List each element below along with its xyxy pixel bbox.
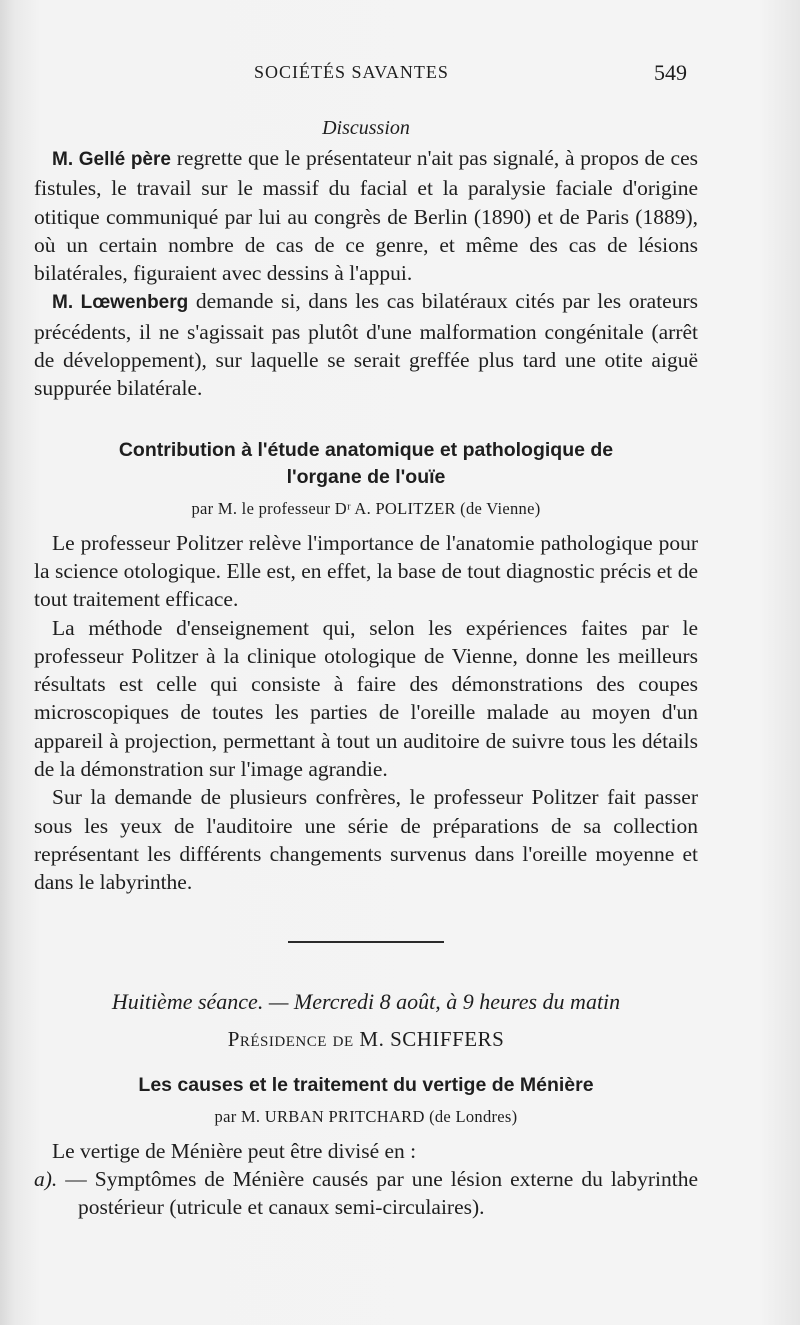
presidency-line <box>34 1027 698 1052</box>
page-number: 549 <box>654 60 687 85</box>
article-1-title <box>34 437 698 491</box>
page-header <box>0 62 800 92</box>
item-text: — Symptômes de Ménière causés par une lésion externe du labyrinthe postérieur (utricule et canaux semi-circulaires). <box>57 1166 698 1220</box>
section-divider <box>288 941 444 943</box>
paragraph-text: demande si, dans les cas bilatéraux cités par les orateurs précédents, il ne s'agissait pas plutôt d'une malformation congénitale (arrêt de développement), sur laquelle se serait greffée plus tard une otite aiguë suppurée bilatérale. <box>34 289 698 401</box>
paragraph-text: regrette que le présentateur n'ait pas signalé, à propos de ces fistules, le travail sur le massif du facial et la paralysie faciale d'origine otitique communiqué par lui au congrès de Berlin (1890) et de Paris (1889), où un certain nombre de cas de ce genre, et même des cas de lésions bilatérales, figuraient avec dessins à l'appui. <box>34 146 698 286</box>
article-2-item-a <box>34 1165 698 1222</box>
item-marker: a). <box>34 1166 58 1191</box>
article-1-paragraph-2: La méthode d'enseignement qui, selon les expériences faites par le professeur Politzer à la clinique otologique de Vienne, donne les meilleurs résultats est celle qui consiste à faire des démonstrations des coupes microscopiques de toutes les parties de l'oreille malade au moyen d'un appareil à projection, permettant à tout un auditoire de suivre tous les détails de la démonstration sur l'image agrandie. <box>34 615 698 782</box>
presidency-prefix: Présidence de <box>227 1026 354 1051</box>
article-2-title: Les causes et le traitement du vertige de Ménière <box>138 1073 594 1096</box>
presidency-name: M. SCHIFFERS <box>359 1026 505 1051</box>
article-1-title-line-1: Contribution à l'étude anatomique et pathologique de <box>118 438 614 461</box>
discussion-label: Discussion <box>322 117 410 139</box>
body-text <box>34 117 698 1221</box>
article-1-title-line-2: l'organe de l'ouïe <box>286 465 446 488</box>
running-title: SOCIÉTÉS SAVANTES <box>254 62 449 82</box>
article-1-paragraph-1: Le professeur Politzer relève l'importance de l'anatomie pathologique pour la science otologique. Elle est, en effet, la base de tout diagnostic précis et de tout traitement efficace. <box>34 530 698 612</box>
article-2-intro: Le vertige de Ménière peut être divisé en : <box>52 1138 417 1163</box>
speaker-name: M. Gellé père <box>52 149 171 170</box>
discussion-paragraph-2 <box>34 287 698 402</box>
discussion-paragraph-1 <box>34 144 698 287</box>
session-heading: Huitième séance. — Mercredi 8 août, à 9 heures du matin <box>111 988 621 1014</box>
speaker-name: M. Lœwenberg <box>52 292 189 314</box>
article-2-byline: par M. URBAN PRITCHARD (de Londres) <box>214 1106 518 1126</box>
article-1-byline: par M. le professeur Dʳ A. POLITZER (de Vienne) <box>191 498 541 518</box>
article-1-paragraph-3: Sur la demande de plusieurs confrères, le professeur Politzer fait passer sous les yeux de l'auditoire une série de préparations de sa collection représentant les différents changements survenus dans l'oreille moyenne et dans le labyrinthe. <box>34 785 698 895</box>
